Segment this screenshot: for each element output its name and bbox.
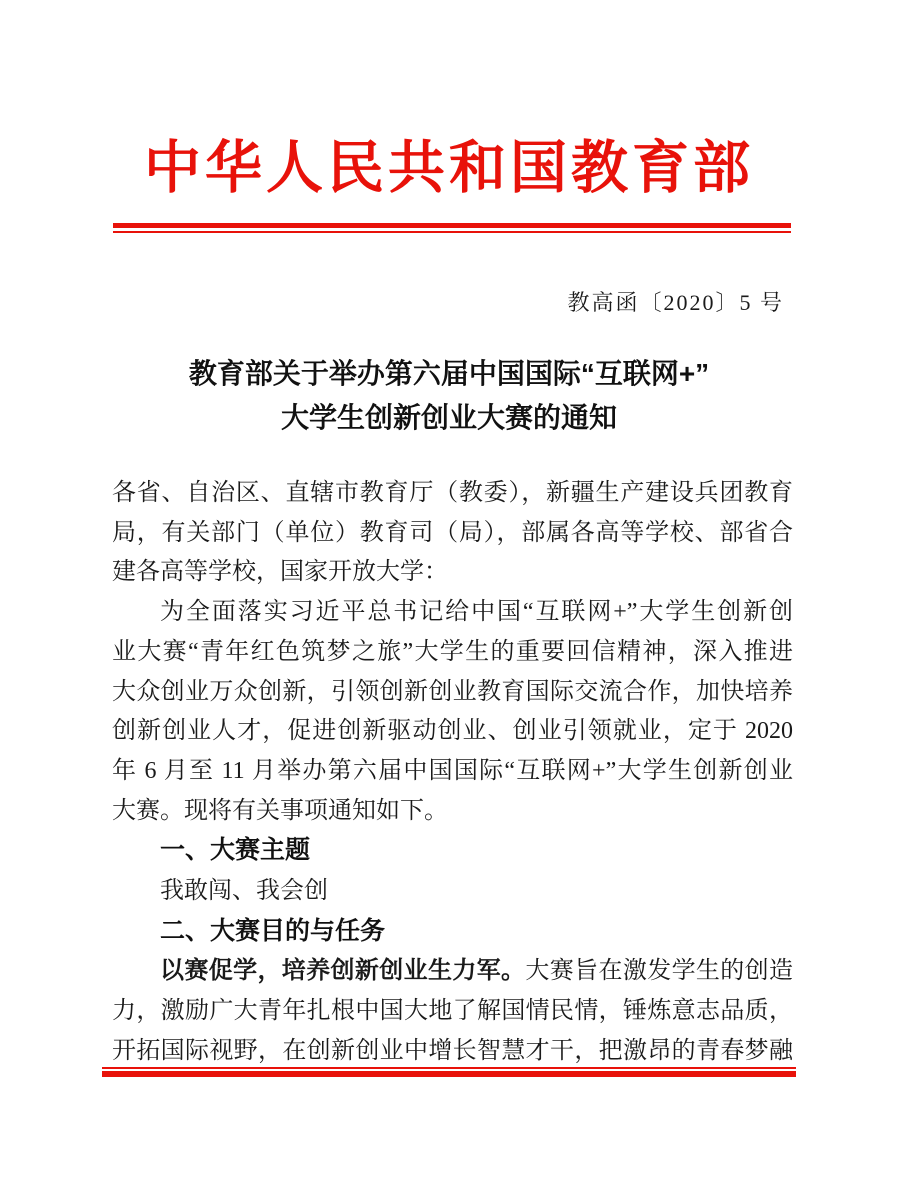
text-segment: 大赛。现将有关事项通知如下。 bbox=[112, 797, 448, 824]
text-segment: 为全面落实习近平总书记给中国“互联网+”大学生创新创 bbox=[160, 599, 793, 626]
text-segment: 大众创业万众创新，引领创新创业教育国际交流合作，加快培养 bbox=[112, 678, 793, 705]
body-line bbox=[112, 912, 793, 953]
body-line bbox=[112, 992, 793, 1032]
body-line bbox=[112, 514, 793, 554]
section-heading-text: 二、大赛目的与任务 bbox=[160, 916, 386, 945]
notice-title bbox=[109, 352, 789, 440]
body-line bbox=[112, 553, 793, 593]
section-heading-text: 一、大赛主题 bbox=[160, 836, 311, 865]
body-line bbox=[112, 952, 793, 992]
body-line bbox=[112, 1032, 793, 1072]
letterhead-divider-thin bbox=[113, 231, 791, 233]
text-segment: 创新创业人才，促进创新驱动创业、创业引领就业，定于 2020 bbox=[112, 718, 793, 745]
body-line bbox=[112, 752, 793, 792]
body-line bbox=[112, 712, 793, 752]
body-line bbox=[112, 673, 793, 713]
text-segment: 我敢闯、我会创 bbox=[160, 878, 328, 905]
text-segment: 年 6 月至 11 月举办第六届中国国际“互联网+”大学生创新创业 bbox=[112, 757, 793, 784]
document-number: 教高函〔2020〕5 号 bbox=[567, 290, 784, 315]
letterhead-org-title: 中华人民共和国教育部 bbox=[144, 137, 754, 200]
body-line bbox=[112, 633, 793, 673]
notice-title-line2: 大学生创新创业大赛的通知 bbox=[280, 402, 617, 433]
text-segment: 大赛旨在激发学生的创造 bbox=[525, 958, 794, 985]
notice-title-line1: 教育部关于举办第六届中国国际“互联网+” bbox=[188, 358, 710, 389]
body-line bbox=[112, 831, 793, 872]
footer-divider-thin bbox=[102, 1067, 796, 1069]
text-segment: 各省、自治区、直辖市教育厅（教委），新疆生产建设兵团教育 bbox=[112, 480, 793, 506]
text-segment: 以赛促学，培养创新创业生力军。 bbox=[160, 958, 526, 985]
footer-divider-thick bbox=[102, 1071, 796, 1077]
body-line bbox=[112, 792, 793, 832]
document-body bbox=[112, 474, 793, 1072]
body-line bbox=[112, 593, 793, 633]
text-segment: 局，有关部门（单位）教育司（局），部属各高等学校、部省合 bbox=[112, 519, 793, 546]
text-segment: 力，激励广大青年扎根中国大地了解国情民情，锤炼意志品质， bbox=[112, 998, 793, 1025]
text-segment: 建各高等学校，国家开放大学： bbox=[112, 559, 448, 586]
letterhead-divider-thick bbox=[113, 223, 791, 228]
body-line bbox=[112, 872, 793, 912]
text-segment: 开拓国际视野，在创新创业中增长智慧才干，把激昂的青春梦融 bbox=[112, 1037, 793, 1064]
text-segment: 业大赛“青年红色筑梦之旅”大学生的重要回信精神，深入推进 bbox=[112, 638, 793, 665]
body-line bbox=[112, 474, 793, 514]
